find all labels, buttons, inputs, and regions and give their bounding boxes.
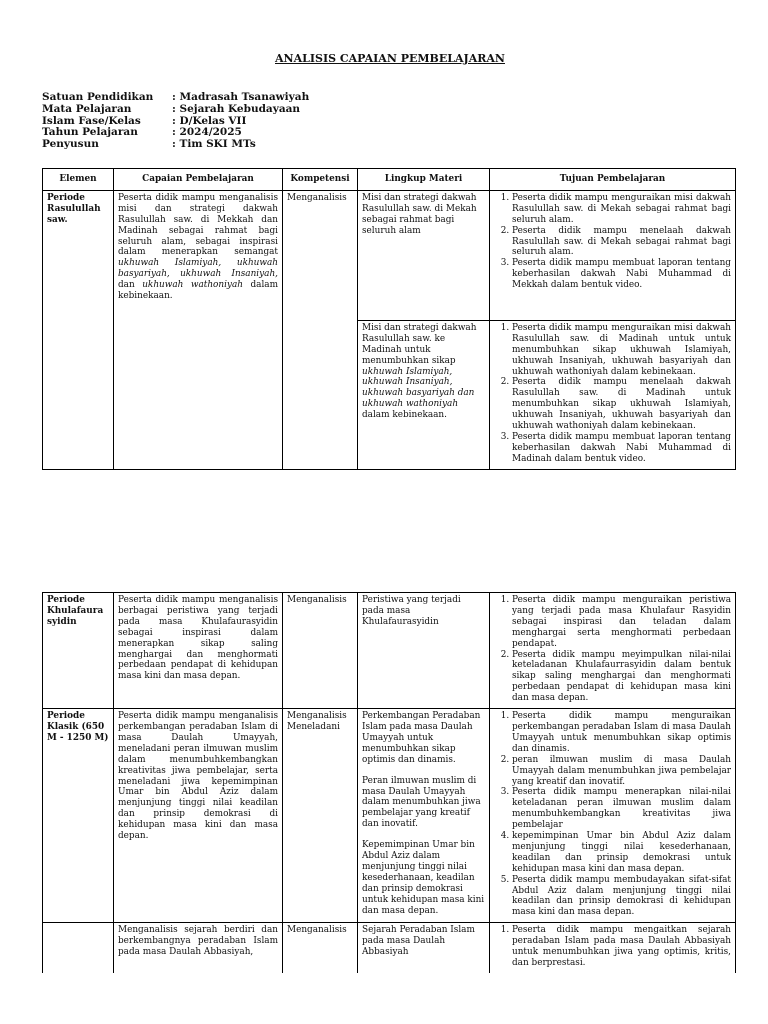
tujuan-cell [490,593,736,709]
table-row [43,709,736,923]
column-header: Elemen [43,169,114,191]
capaian-cell: Menganalisis sejarah berdiri dan berkembangnya peradaban Islam pada masa Daulah Abbasiyah, [114,923,283,973]
tujuan-item: 1. Peserta didik mampu menguraikan peristiwa yang terjadi pada masa Khulafaur Rasyidin sebagai inspirasi dan teladan dalam menghargai serta menghormati perbedaan pendapat. [512,595,731,650]
tujuan-cell [490,709,736,923]
document-title: ANALISIS CAPAIAN PEMBELAJARAN [275,52,505,65]
cp-table-1 [42,168,736,470]
identity-label: Islam Fase/Kelas [42,114,141,127]
cp-table-2 [42,592,736,973]
tujuan-item: 3. Peserta didik mampu membuat laporan tentang keberhasilan dakwah Nabi Muhammad di Mekkah dalam bentuk video. [512,258,731,291]
identity-value: : Madrasah Tsanawiyah [172,91,310,103]
kompetensi-cell: Menganalisis [283,190,358,469]
tujuan-item: 1. Peserta didik mampu menguraikan perkembangan peradaban Islam di masa Daulah Umayyah untuk menumbuhkan sikap optimis dan dinamis. [512,711,731,755]
tujuan-cell [490,320,736,469]
lingkup-cell: Misi dan strategi dakwah Rasulullah saw. ke Madinah untuk menumbuhkan sikap ukhuwah Islamiyah, ukhuwah Insaniyah, ukhuwah basyariyah dan ukhuwah wathoniyah dalam kebinekaan. [358,320,490,469]
kompetensi-cell: Menganalisis [283,923,358,973]
identity-label: Mata Pelajaran [42,102,132,115]
capaian-cell: Peserta didik mampu menganalisis misi dan strategi dakwah Rasulullah saw. di Mekkah dan Madinah sebagai rahmat bagi seluruh alam, sebagai inspirasi dalam menerapkan semangat ukhuwah Islamiyah, ukhuwah basyariyah, ukhuwah Insaniyah, dan ukhuwah wathoniyah dalam kebinekaan. [114,190,283,469]
column-header: Kompetensi [283,169,358,191]
tujuan-item: 2. Peserta didik mampu meyimpulkan nilai-nilai keteladanan Khulafaurrasyidin dalam bentuk sikap saling menghargai dan menghormati perbedaan pendapat di kehidupan masa kini dan masa depan. [512,650,731,705]
tujuan-list [494,323,731,465]
column-header: Tujuan Pembelajaran [490,169,736,191]
table-row [43,190,736,320]
tujuan-cell [490,923,736,973]
tujuan-item: 3. Peserta didik mampu membuat laporan tentang keberhasilan dakwah Nabi Muhammad di Madinah dalam bentuk video. [512,432,731,465]
identity-row [42,104,309,116]
kompetensi-cell: Menganalisis Meneladani [283,709,358,923]
tujuan-item: 5. Peserta didik mampu membudayakan sifat-sifat Abdul Aziz dalam menjunjung tinggi nilai keadilan dan prinsip demokrasi di kehidupan masa kini dan masa depan. [512,875,731,919]
tujuan-list [494,193,731,291]
table-row [43,923,736,973]
capaian-cell: Peserta didik mampu menganalisis perkembangan peradaban Islam di masa Daulah Umayyah, meneladani peran ilmuwan muslim dalam menumbuhkembangkan kreativitas jiwa pembelajar, serta meneladani jiwa kepemimpinan Umar bin Abdul Aziz dalam menjunjung tinggi nilai keadilan dan prinsip demokrasi di kehidupan masa kini dan masa depan. [114,709,283,923]
tujuan-item: 2. Peserta didik mampu menelaah dakwah Rasulullah saw. di Madinah untuk menumbuhkan sikap ukhuwah Islamiyah, ukhuwah Insaniyah, ukhuwah basyariyah dan ukhuwah wathoniyah dalam kebinekaan. [512,377,731,432]
lingkup-paragraph: Kepemimpinan Umar bin Abdul Aziz dalam menjunjung tinggi nilai kesederhanaan, keadilan dan prinsip demokrasi untuk kehidupan masa kini dan masa depan. [362,840,485,916]
tujuan-list [494,925,731,969]
column-header: Lingkup Materi [358,169,490,191]
identity-row [42,139,309,151]
capaian-cell: Peserta didik mampu menganalisis berbagai peristiwa yang terjadi pada masa Khulafaurasyidin sebagai inspirasi dalam menerapkan sikap saling menghargai dan menghormati perbedaan pendapat di kehidupan masa kini dan masa depan. [114,593,283,709]
elemen-cell: Periode Rasulullah saw. [43,190,114,469]
elemen-cell: Periode Khulafaura syidin [43,593,114,709]
lingkup-paragraph: Peristiwa yang terjadi pada masa Khulafaurasyidin [362,595,461,627]
table-row [43,593,736,709]
tujuan-list [494,595,731,704]
tujuan-item: 3. Peserta didik mampu menerapkan nilai-nilai keteladanan peran ilmuwan muslim dalam menumbuhkembangkan kreativitas jiwa pembelajar [512,787,731,831]
column-header: Capaian Pembelajaran [114,169,283,191]
tujuan-item: 1. Peserta didik mampu menguraikan misi dakwah Rasulullah saw. di Madinah untuk untuk menumbuhkan sikap ukhuwah Islamiyah, ukhuwah Insaniyah, ukhuwah basyariyah dan ukhuwah wathoniyah dalam kebinekaan. [512,323,731,378]
tujuan-cell [490,190,736,320]
tujuan-item: 1. Peserta didik mampu menguraikan misi dakwah Rasulullah saw. di Mekah sebagai rahmat bagi seluruh alam. [512,193,731,226]
table-header-row [43,169,736,191]
elemen-cell [43,923,114,973]
lingkup-paragraph: Sejarah Peradaban Islam pada masa Daulah Abbasiyah [362,925,475,958]
lingkup-cell [358,593,490,709]
tujuan-item: 2. peran ilmuwan muslim di masa Daulah Umayyah dalam menumbuhkan jiwa pembelajar yang kreatif dan inovatif. [512,755,731,788]
lingkup-cell [358,923,490,973]
lingkup-paragraph: Peran ilmuwan muslim di masa Daulah Umayyah dalam menumbuhkan jiwa pembelajar yang kreatif dan inovatif. [362,775,481,830]
identity-value: : D/Kelas VII [172,114,247,127]
lingkup-cell: Misi dan strategi dakwah Rasulullah saw. di Mekah sebagai rahmat bagi seluruh alam [358,190,490,320]
tujuan-item: 1. Peserta didik mampu mengaitkan sejarah peradaban Islam pada masa Daulah Abbasiyah untuk menumbuhkan jiwa yang optimis, kritis, dan berprestasi. [512,925,731,969]
identity-value: : Sejarah Kebudayaan [172,102,301,115]
lingkup-cell [358,709,490,923]
identity-label: Penyusun [42,138,99,151]
identity-value: : Tim SKI MTs [172,138,256,151]
identity-block [42,92,309,151]
elemen-cell: Periode Klasik (650 M - 1250 M) [43,709,114,923]
identity-label: Satuan Pendidikan [42,91,154,103]
identity-value: : 2024/2025 [172,126,242,139]
tujuan-item: 2. Peserta didik mampu menelaah dakwah Rasulullah saw. di Mekah sebagai rahmat bagi seluruh alam. [512,226,731,259]
tujuan-item: 4. kepemimpinan Umar bin Abdul Aziz dalam menjunjung tinggi nilai kesederhanaan, keadilan dan prinsip demokrasi untuk kehidupan masa kini dan masa depan. [512,831,731,875]
identity-label: Tahun Pelajaran [42,126,138,139]
tujuan-list [494,711,731,918]
lingkup-paragraph: Perkembangan Peradaban Islam pada masa Daulah Umayyah untuk menumbuhkan sikap optimis dan dinamis. [362,711,481,765]
kompetensi-cell: Menganalisis [283,593,358,709]
